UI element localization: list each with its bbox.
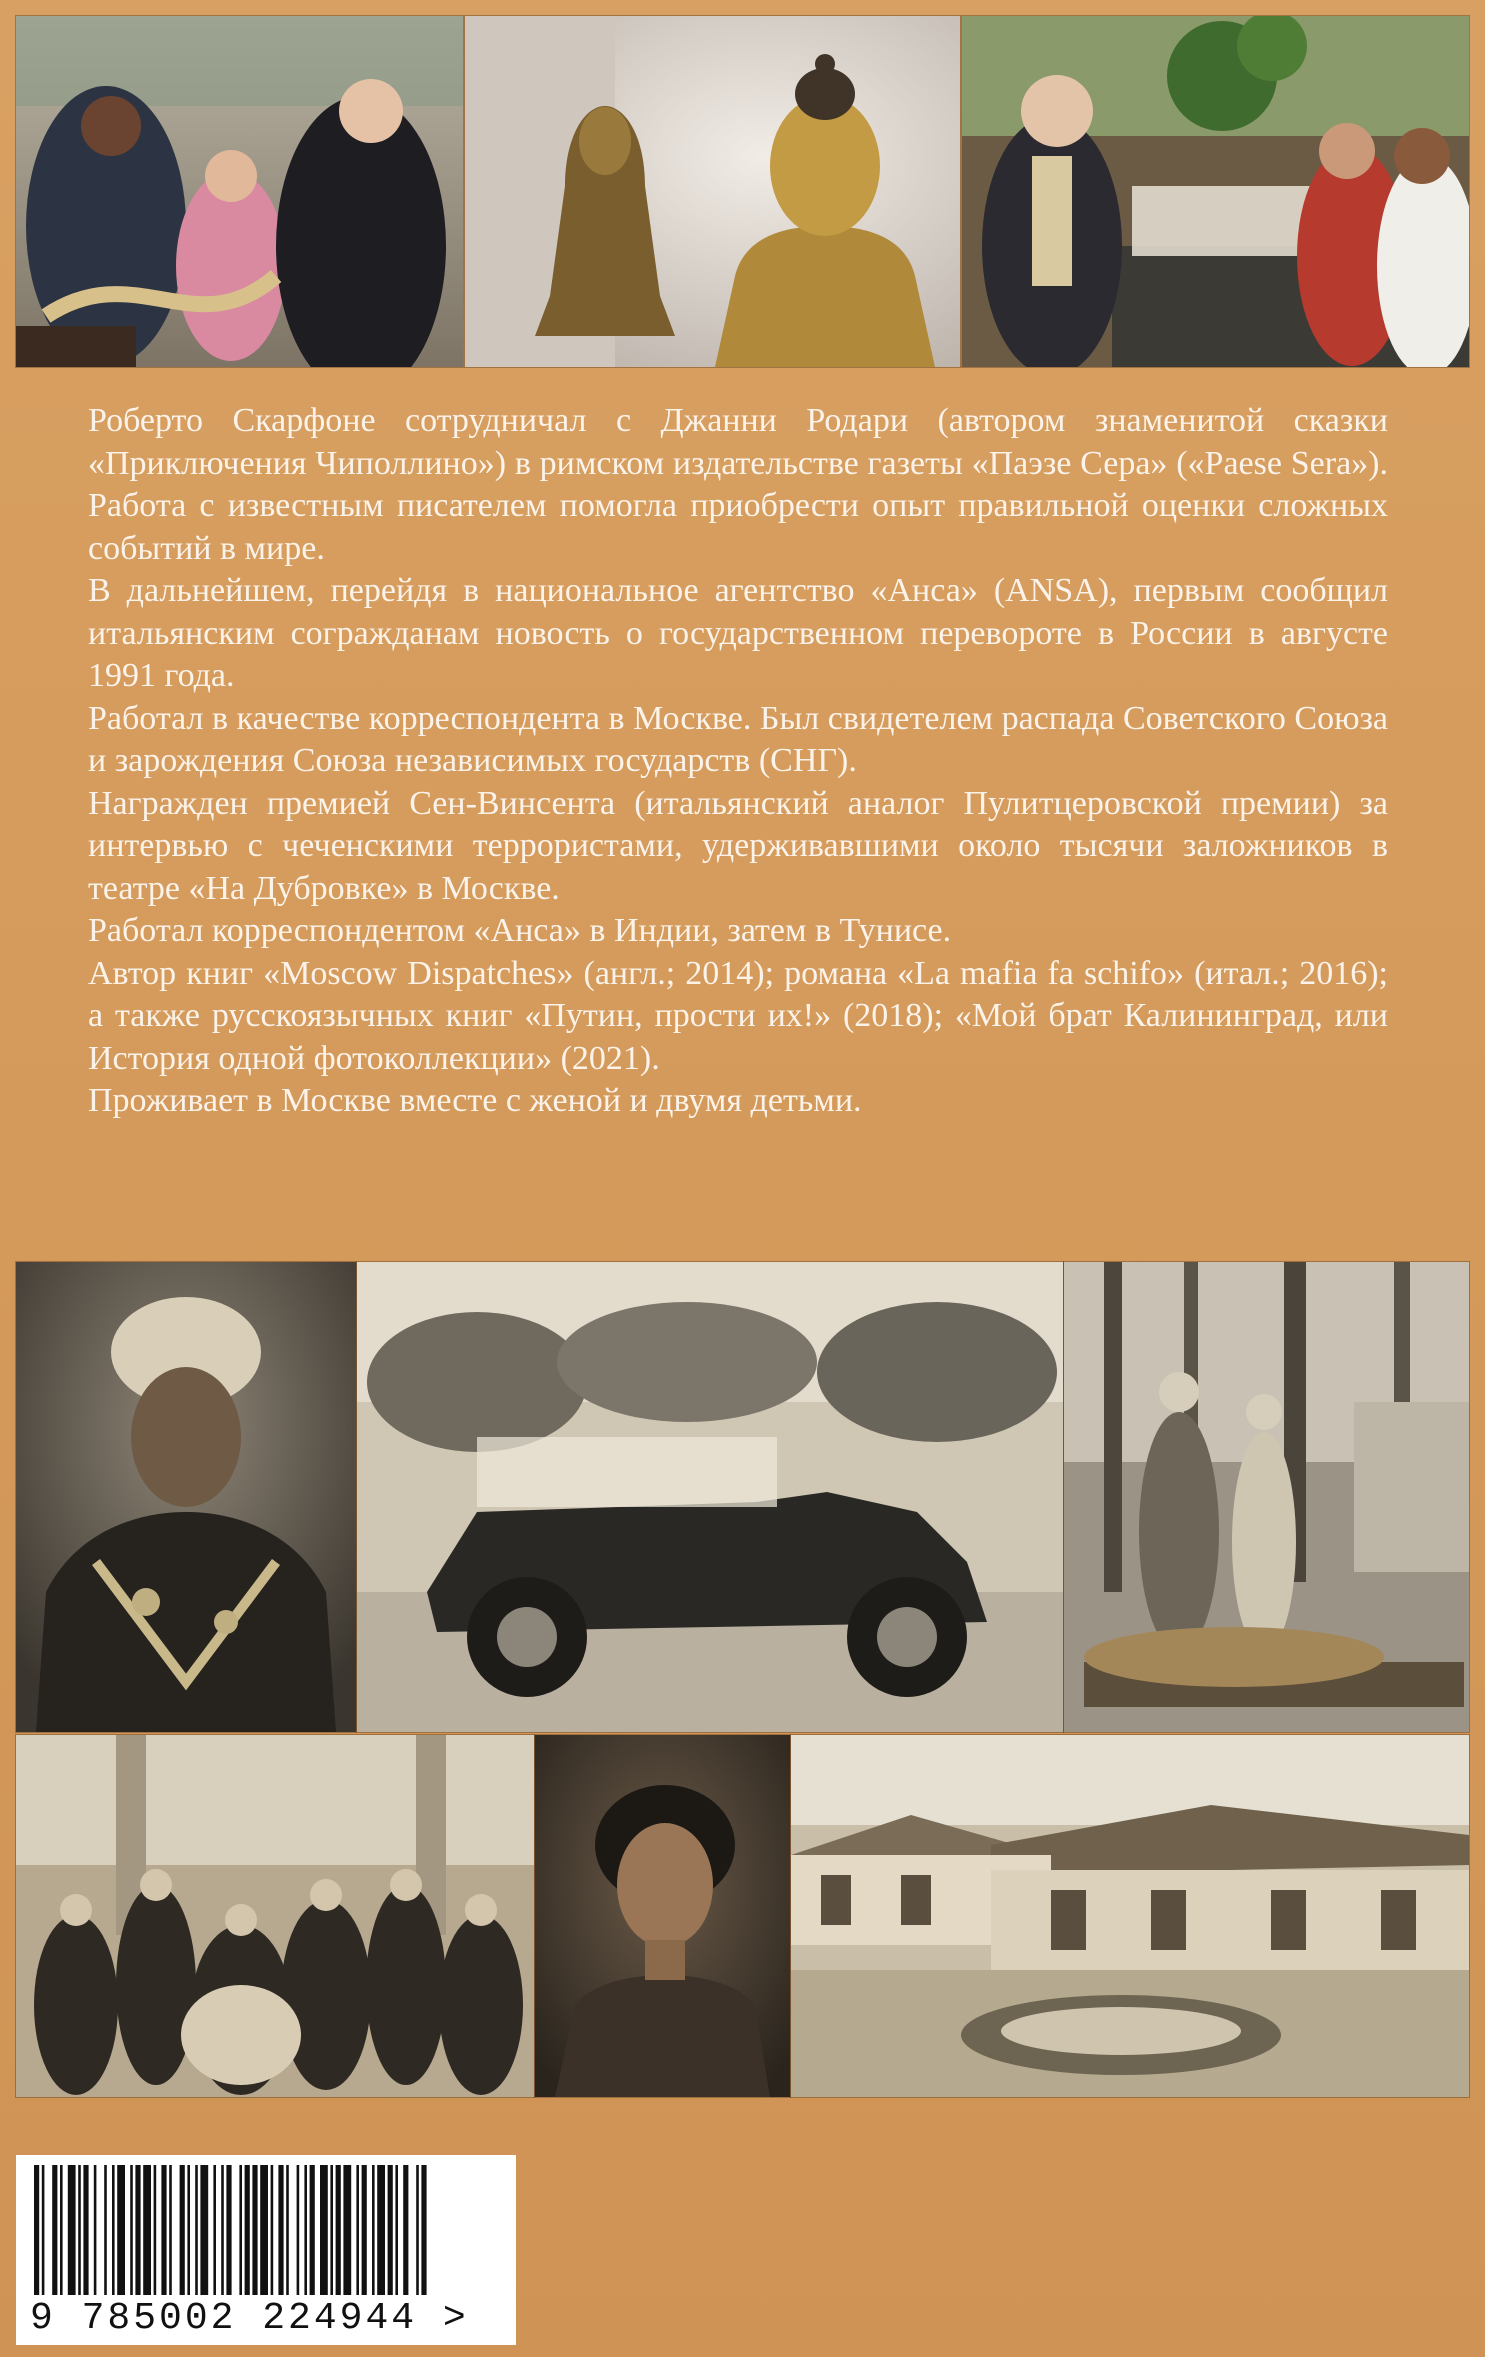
barcode-bar (169, 2165, 172, 2295)
bio-paragraph: Работал корреспондентом «Анса» в Индии, затем в Тунисе. (88, 912, 952, 949)
barcode-bar (130, 2165, 133, 2295)
barcode-bar (42, 2165, 45, 2295)
buddha-statues-photo (465, 16, 960, 367)
barcode-bar (154, 2165, 157, 2295)
barcode-bar (377, 2165, 385, 2295)
barcode-bar (68, 2165, 76, 2295)
isbn-barcode (16, 2155, 516, 2345)
barcode-bar (304, 2165, 307, 2295)
barcode-bar (60, 2165, 63, 2295)
barcode-bar (395, 2165, 398, 2295)
barcode-bar (286, 2165, 289, 2295)
barcode-bar (78, 2165, 81, 2295)
author-biography (88, 400, 1388, 1123)
barcode-bar (221, 2165, 224, 2295)
barcode-bar (252, 2165, 257, 2295)
barcode-bar (388, 2165, 393, 2295)
barcode-bar (161, 2165, 166, 2295)
barcode-bar (200, 2165, 208, 2295)
restaurant-group-photo (962, 16, 1469, 367)
barcode-bar (260, 2165, 268, 2295)
barcode-bar (143, 2165, 151, 2295)
barcode-bar (330, 2165, 333, 2295)
barcode-bar (356, 2165, 359, 2295)
barcode-bar (112, 2165, 115, 2295)
woman-portrait-photo (535, 1735, 790, 2097)
barcode-bar (271, 2165, 274, 2295)
maharaja-portrait-photo (16, 1262, 356, 1732)
tiger-hunt-photo (1064, 1262, 1469, 1732)
barcode-bar (239, 2165, 242, 2295)
barcode-bar (195, 2165, 198, 2295)
barcode-bar (180, 2165, 185, 2295)
barcode-bars (34, 2165, 498, 2295)
bio-paragraph: Проживает в Москве вместе с женой и двумя детьми. (88, 1082, 862, 1119)
barcode-bar (416, 2165, 419, 2295)
barcode-bar (362, 2165, 367, 2295)
barcode-bar (213, 2165, 216, 2295)
barcode-bar (117, 2165, 125, 2295)
barcode-bar (135, 2165, 140, 2295)
bio-paragraph: Автор книг «Moscow Dispatches» (англ.; 2014); романа «La mafia fa schifo» (итал.; 2016); а также русскоязычных книг «Путин, прости их!» (2018); «Мой брат Калининград, или История одной фотоколлекции» (2021). (88, 954, 1388, 1077)
snake-charmer-photo (16, 16, 463, 367)
barcode-bar (187, 2165, 190, 2295)
barcode-bar (336, 2165, 341, 2295)
barcode-bar (226, 2165, 231, 2295)
barcode-bar (310, 2165, 315, 2295)
barcode-bar (245, 2165, 250, 2295)
barcode-bar (421, 2165, 426, 2295)
barcode-bar (320, 2165, 328, 2295)
barcode-bar (52, 2165, 57, 2295)
barcode-bar (403, 2165, 408, 2295)
bio-paragraph: В дальнейшем, перейдя в национальное агентство «Анса» (ANSA), первым сообщил итальянским согражданам новость о государственном перевороте в России в августе 1991 года. (88, 572, 1388, 694)
barcode-bar (297, 2165, 300, 2295)
barcode-bar (83, 2165, 88, 2295)
bungalow-photo (791, 1735, 1469, 2097)
barcode-bar (34, 2165, 39, 2295)
colonial-group-photo (16, 1735, 534, 2097)
barcode-bar (94, 2165, 97, 2295)
bio-paragraph: Награжден премией Сен-Винсента (итальянский аналог Пулитцеровской премии) за интервью с чеченскими террористами, удерживавшими около тысячи заложников в театре «На Дубровке» в Москве. (88, 784, 1388, 907)
barcode-bar (372, 2165, 375, 2295)
barcode-bar (343, 2165, 351, 2295)
vintage-car-photo (357, 1262, 1063, 1732)
barcode-bar (104, 2165, 107, 2295)
bio-paragraph: Работал в качестве корреспондента в Москве. Был свидетелем распада Советского Союза и зарождения Союза независимых государств (СНГ). (88, 699, 1388, 779)
isbn-digits: 9 785002 224944 > (30, 2297, 469, 2340)
bio-paragraph: Роберто Скарфоне сотрудничал с Джанни Родари (автором знаменитой сказки «Приключения Чиполлино») в римском издательстве газеты «Паэзе Сера» («Paese Sera»). Работа с известным писателем помогла приобрести опыт правильной оценки сложных событий в мире. (88, 402, 1388, 567)
barcode-bar (278, 2165, 283, 2295)
